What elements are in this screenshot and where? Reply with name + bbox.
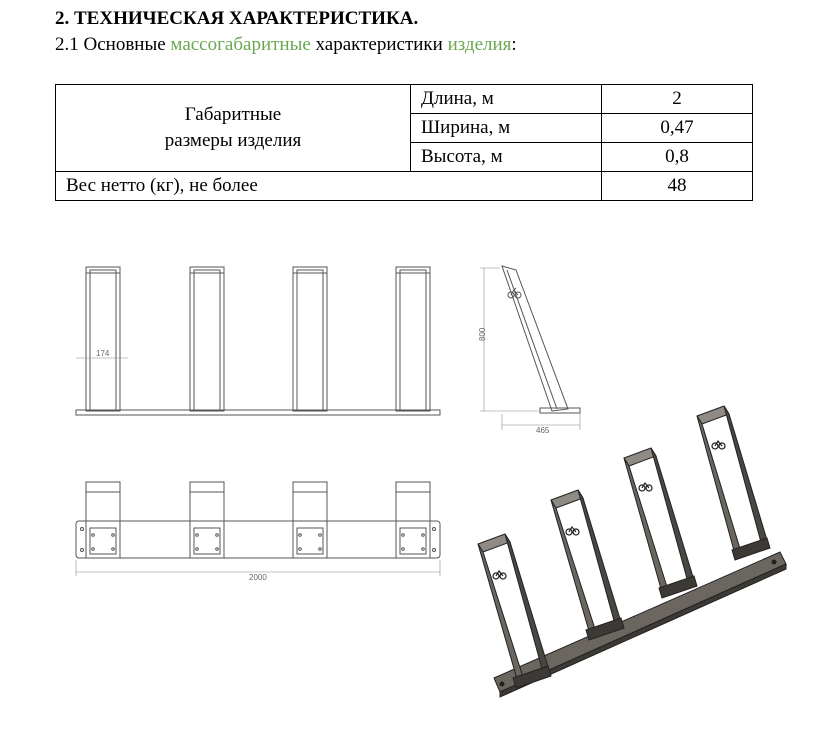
- iso-loop: [624, 448, 697, 598]
- value-weight: 48: [602, 172, 753, 201]
- front-loop: [86, 267, 120, 411]
- value-height: 0,8: [602, 143, 753, 172]
- technical-drawings: [0, 240, 813, 738]
- front-loop: [190, 267, 224, 411]
- subheading-prefix: 2.1 Основные: [55, 34, 171, 55]
- param-length: Длина, м: [411, 85, 602, 114]
- dims-label-line1: Габаритные: [184, 104, 282, 125]
- isometric-view: [478, 406, 786, 697]
- param-height: Высота, м: [411, 143, 602, 172]
- dims-label-line2: размеры изделия: [164, 130, 302, 151]
- dim-length-label: 2000: [249, 573, 267, 582]
- table-row: [56, 172, 753, 201]
- subheading-middle: характеристики: [310, 34, 448, 55]
- param-weight: Вес нетто (кг), не более: [56, 172, 602, 201]
- top-loop: [396, 482, 430, 558]
- iso-loop: [551, 490, 624, 640]
- section-heading: 2. ТЕХНИЧЕСКАЯ ХАРАКТЕРИСТИКА.: [55, 8, 419, 29]
- front-base-plate: [76, 410, 440, 415]
- front-loop: [293, 267, 327, 411]
- top-loop: [190, 482, 224, 558]
- dim-height-label: 800: [478, 327, 487, 341]
- front-view: [76, 267, 440, 415]
- dims-label-cell: [56, 85, 411, 172]
- table-row: [56, 85, 753, 114]
- front-loop: [396, 267, 430, 411]
- spec-table: [55, 84, 753, 201]
- section-subheading: [55, 34, 517, 56]
- top-loop: [86, 482, 120, 558]
- subheading-highlight-product: изделия: [447, 34, 512, 55]
- top-loop: [293, 482, 327, 558]
- top-base-plate: [76, 521, 440, 558]
- dim-depth-label: 465: [536, 426, 550, 435]
- side-tube: [502, 266, 568, 411]
- value-length: 2: [602, 85, 753, 114]
- param-width: Ширина, м: [411, 114, 602, 143]
- subheading-highlight-mass: массогабаритные: [170, 34, 311, 55]
- dim-width-label: 174: [96, 349, 110, 358]
- value-width: 0,47: [602, 114, 753, 143]
- subheading-suffix: :: [511, 34, 517, 55]
- top-view: [76, 482, 440, 576]
- side-view: [480, 266, 580, 430]
- iso-loop: [697, 406, 770, 560]
